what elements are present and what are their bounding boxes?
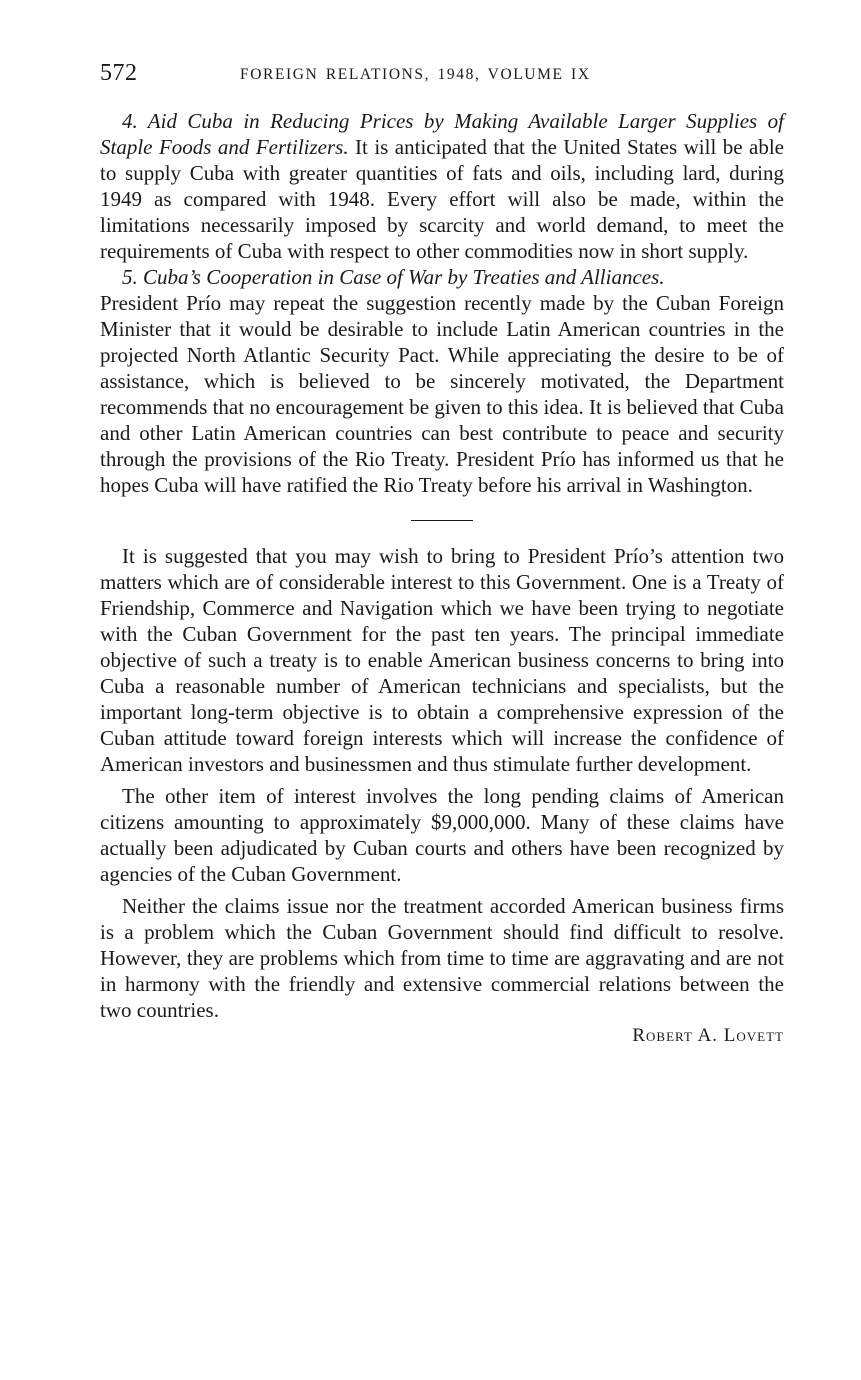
- section-5-paragraph: [100, 264, 784, 498]
- body-paragraph-treaty: It is suggested that you may wish to bring to President Prío’s attention two matters which are of considerable interest to this Government. One is a Treaty of Friendship, Commerce and Navigation which we have been trying to negotiate with the Cuban Government for the past ten years. The principal immediate objective of such a treaty is to enable American business concerns to bring into Cuba a reasonable number of American technicians and specialists, but the important long-term objective is to obtain a comprehensive expression of the Cuban attitude toward foreign interests which will increase the confidence of American investors and businessmen and thus stimulate further development.: [100, 544, 784, 776]
- page-number: 572: [100, 60, 138, 86]
- signature: Robert A. Lovett: [632, 1025, 784, 1046]
- section-4-heading: 4. Aid Cuba in Reducing Prices by Making Available Larger Supplies of Staple Foods and Fertilizers.: [100, 109, 784, 159]
- running-header: [100, 58, 784, 98]
- section-5-body: President Prío may repeat the suggestion recently made by the Cuban Foreign Minister that it would be desirable to include Latin American countries in the projected North Atlantic Security Pact. While appreciating the desire to be of assistance, which is believed to be sincerely motivated, the Department recommends that no encouragement be given to this idea. It is believed that Cuba and other Latin American countries can best contribute to peace and security through the provisions of the Rio Treaty. President Prío has informed us that he hopes Cuba will have ratified the Rio Treaty before his arrival in Washington.: [100, 291, 784, 497]
- section-divider: [411, 520, 473, 521]
- document-page: [100, 58, 784, 1047]
- body-paragraph-conclusion: Neither the claims issue nor the treatment accorded American business firms is a problem which the Cuban Government should find difficult to resolve. However, they are problems which from time to time are aggravating and are not in harmony with the friendly and extensive commercial relations between the two countries.: [100, 894, 784, 1022]
- section-4-paragraph: [100, 108, 784, 264]
- section-5-heading: 5. Cuba’s Cooperation in Case of War by Treaties and Alliances.: [122, 265, 665, 289]
- body-paragraph-claims: The other item of interest involves the long pending claims of American citizens amounting to approximately $9,000,000. Many of these claims have actually been adjudicated by Cuban courts and others have been recognized by agencies of the Cuban Government.: [100, 784, 784, 886]
- section-4-body: It is anticipated that the United States will be able to supply Cuba with greater quantities of fats and oils, including lard, during 1949 as compared with 1948. Every effort will also be made, within the limitations necessarily imposed by scarcity and world demand, to meet the requirements of Cuba with respect to other commodities now in short supply.: [100, 135, 784, 263]
- running-title: FOREIGN RELATIONS, 1948, VOLUME IX: [240, 66, 591, 83]
